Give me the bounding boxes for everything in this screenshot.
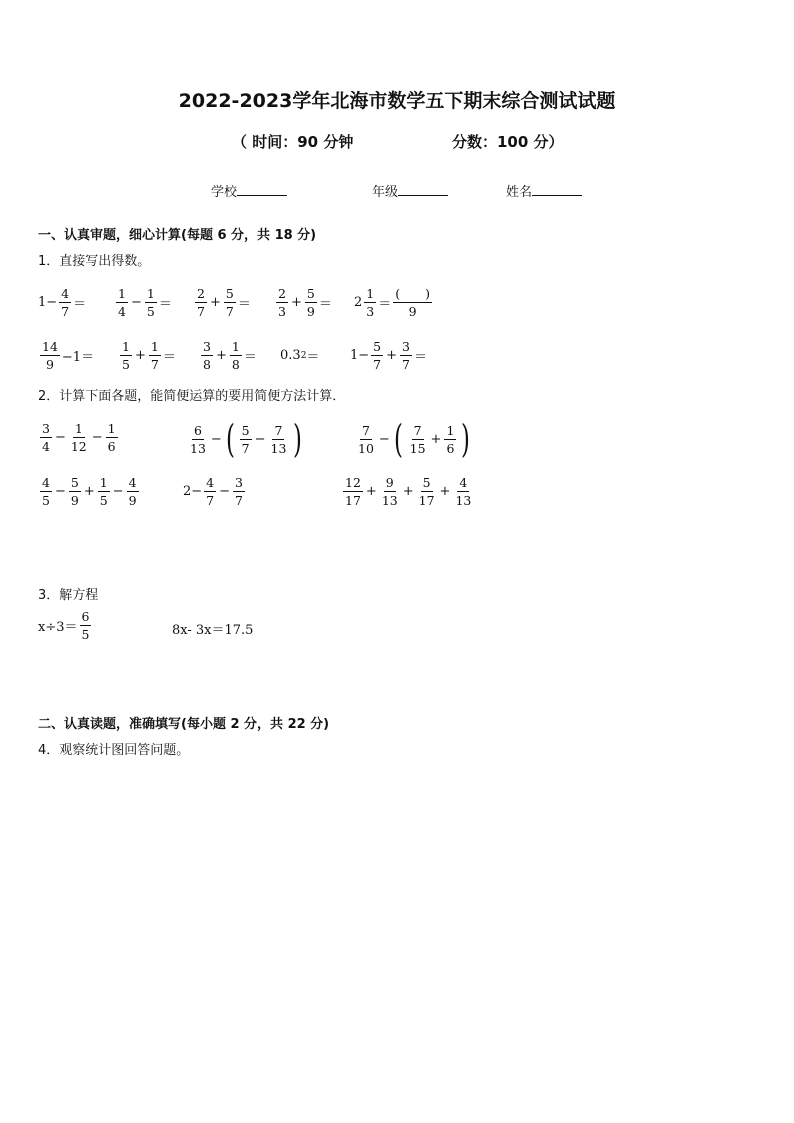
page-title: 2022-2023学年北海市数学五下期末综合测试试题	[178, 90, 616, 112]
operator: −	[112, 484, 124, 499]
numerator: 5	[306, 286, 315, 301]
denominator: 9	[306, 304, 315, 319]
expr-r1-4	[274, 285, 332, 320]
denominator: 17	[345, 493, 361, 508]
denominator: 7	[241, 440, 250, 456]
fraction	[224, 285, 236, 320]
denominator: 15	[409, 440, 426, 456]
fraction	[371, 338, 383, 373]
name-blank	[532, 183, 582, 196]
equals: ＝	[378, 297, 392, 312]
name-field	[506, 181, 582, 200]
power-base: 0.3	[280, 348, 301, 363]
denominator: 8	[203, 357, 211, 372]
question-2: 2．计算下面各题，能简便运算的要用简便方法计算．	[38, 389, 346, 404]
numerator: 4	[42, 475, 50, 490]
school-blank	[237, 183, 287, 196]
numerator: 2	[278, 286, 286, 301]
exam-score: 分数：100 分）	[452, 133, 564, 151]
fraction	[149, 338, 161, 373]
operator: +	[290, 295, 302, 310]
expr-text: ＝	[306, 350, 320, 365]
answer-fraction	[393, 285, 432, 320]
fraction	[98, 474, 110, 509]
denominator: 12	[70, 439, 87, 454]
numerator: 1	[122, 339, 130, 354]
fraction	[204, 474, 216, 509]
expr-text: −1＝	[61, 350, 95, 365]
numerator: 14	[42, 339, 58, 354]
denominator: 5	[99, 493, 108, 508]
expr-r1-3	[193, 285, 251, 320]
denominator: 7	[225, 304, 234, 319]
fraction	[444, 422, 456, 457]
denominator: 5	[42, 493, 50, 508]
expr-r2-4	[350, 338, 427, 373]
operator: −	[254, 431, 266, 447]
fraction	[106, 420, 118, 455]
numerator: 4	[206, 475, 215, 490]
denominator: 7	[402, 357, 410, 372]
fraction	[69, 474, 81, 509]
calc-6	[341, 474, 475, 509]
calc-5	[183, 474, 247, 509]
denominator: 5	[122, 357, 130, 372]
fraction	[40, 420, 52, 455]
operator: +	[439, 484, 451, 499]
denominator: 6	[107, 439, 116, 454]
name-label: 姓名	[506, 185, 533, 200]
numerator: 2	[197, 286, 205, 301]
school-label: 学校	[211, 185, 238, 200]
power-exponent: 2	[300, 350, 307, 361]
calc-1	[38, 420, 120, 455]
numerator: 5	[225, 286, 234, 301]
numerator: 1	[118, 286, 126, 301]
whole-part: 2	[354, 295, 363, 310]
denominator: 4	[118, 304, 126, 319]
numerator: 1	[146, 286, 155, 301]
fraction	[116, 285, 128, 320]
expr-text: ＝	[243, 350, 257, 365]
fraction	[69, 420, 89, 455]
fraction	[400, 338, 412, 373]
expr-text: 2−	[183, 484, 203, 499]
denominator: 7	[197, 304, 205, 319]
equation-2: 8x- 3x＝17.5	[172, 623, 254, 638]
fraction	[380, 474, 400, 509]
fraction	[417, 474, 437, 509]
denominator: 7	[235, 493, 243, 508]
numerator: 12	[345, 475, 361, 490]
numerator: 7	[361, 422, 370, 438]
denominator: 9	[70, 493, 79, 508]
denominator: 13	[190, 440, 206, 456]
operator: −	[378, 431, 390, 447]
calc-3	[354, 417, 473, 461]
fraction	[195, 285, 207, 320]
expr-text: ＝	[318, 297, 332, 312]
denominator: 13	[455, 493, 472, 508]
expr-r1-1	[38, 285, 86, 320]
denominator: 7	[206, 493, 215, 508]
operator: −	[130, 295, 142, 310]
denominator: 7	[61, 304, 70, 319]
expr-r1-2	[114, 285, 172, 320]
section-2-heading: 二、认真读题，准确填写(每小题 2 分，共 22 分)	[38, 717, 330, 732]
operator: +	[215, 348, 227, 363]
denominator: 10	[358, 440, 374, 456]
fraction	[201, 338, 213, 373]
question-4: 4．观察统计图回答问题。	[38, 743, 190, 758]
operator: +	[134, 348, 146, 363]
operator: −	[54, 430, 66, 445]
fraction	[453, 474, 473, 509]
denominator: 8	[231, 357, 240, 372]
denominator: 7	[150, 357, 159, 372]
fraction	[269, 422, 289, 457]
school-field	[211, 181, 287, 200]
numerator: 1	[150, 339, 159, 354]
numerator: 1	[366, 286, 375, 301]
expr-mixed-number	[354, 285, 434, 320]
operator: −	[219, 484, 231, 499]
expr-text: ＝	[158, 297, 172, 312]
numerator: 5	[241, 422, 250, 438]
fraction	[230, 338, 242, 373]
question-1: 1．直接写出得数。	[38, 254, 151, 269]
numerator: 1	[231, 339, 240, 354]
operator: +	[430, 431, 442, 447]
denominator: 9	[128, 493, 137, 508]
fraction	[276, 285, 288, 320]
fraction	[188, 422, 208, 457]
expr-text: ＝	[413, 350, 427, 365]
right-paren: )	[293, 417, 303, 461]
calc-4	[38, 474, 141, 509]
expr-text: 1−	[350, 348, 370, 363]
denominator: 5	[81, 627, 90, 642]
fraction	[145, 285, 157, 320]
operator: +	[386, 348, 398, 363]
exam-time: （ 时间：90 分钟	[232, 133, 354, 151]
fraction	[356, 422, 376, 457]
fraction	[233, 474, 245, 509]
numerator: 3	[203, 339, 211, 354]
numerator: 6	[193, 422, 202, 438]
numerator: 1	[99, 475, 108, 490]
answer-blank: ( )	[395, 286, 431, 301]
left-paren: (	[225, 417, 235, 461]
question-3: 3．解方程	[38, 588, 99, 603]
numerator: 7	[274, 422, 283, 438]
operator: −	[91, 430, 103, 445]
fraction	[40, 338, 60, 373]
numerator: 1	[446, 422, 455, 438]
fraction	[40, 474, 52, 509]
right-paren: )	[461, 417, 471, 461]
expr-text: ＝	[73, 297, 87, 312]
expr-text: ＝	[237, 297, 251, 312]
denominator: 3	[366, 304, 375, 319]
expr-r2-2	[118, 338, 176, 373]
fraction	[59, 285, 71, 320]
operator: +	[209, 295, 221, 310]
section-1-heading: 一、认真审题，细心计算(每题 6 分，共 18 分)	[38, 228, 317, 243]
fraction	[305, 285, 317, 320]
operator: +	[402, 484, 414, 499]
operator: +	[83, 484, 95, 499]
operator: −	[210, 431, 222, 447]
grade-label: 年级	[372, 185, 399, 200]
fraction	[343, 474, 363, 509]
numerator: 3	[235, 475, 243, 490]
numerator: 4	[459, 475, 468, 490]
numerator: 9	[385, 475, 394, 490]
numerator: 3	[42, 421, 50, 436]
fraction	[127, 474, 139, 509]
expr-text: ＝	[162, 350, 176, 365]
numerator: 4	[61, 286, 70, 301]
expr-text: x÷3＝	[38, 620, 78, 635]
grade-blank	[398, 183, 448, 196]
denominator: 4	[42, 439, 50, 454]
left-paren: (	[393, 417, 403, 461]
expr-text: 1−	[38, 295, 58, 310]
numerator: 6	[81, 609, 90, 624]
denominator: 13	[270, 440, 287, 456]
fraction	[364, 285, 376, 320]
numerator: 5	[422, 475, 431, 490]
fraction	[120, 338, 132, 373]
denominator: 7	[373, 357, 382, 372]
equation-1	[38, 608, 93, 643]
denominator: 9	[45, 357, 54, 372]
denominator: 13	[381, 493, 398, 508]
numerator: 1	[107, 421, 116, 436]
fraction	[80, 608, 92, 643]
denominator: 6	[446, 440, 455, 456]
grade-field	[372, 181, 448, 200]
denominator: 5	[146, 304, 155, 319]
expr-r2-3	[199, 338, 257, 373]
numerator: 1	[74, 421, 83, 436]
denominator: 17	[418, 493, 435, 508]
numerator: 3	[402, 339, 410, 354]
operator: +	[365, 484, 377, 499]
numerator: 5	[70, 475, 79, 490]
numerator: 4	[128, 475, 137, 490]
expr-r2-1	[38, 338, 94, 373]
numerator: 5	[373, 339, 382, 354]
expr-power	[280, 346, 319, 365]
calc-2	[186, 417, 305, 461]
numerator: 7	[413, 422, 422, 438]
operator: −	[54, 484, 66, 499]
denominator: 9	[408, 304, 417, 319]
denominator: 3	[278, 304, 286, 319]
fraction	[408, 422, 428, 457]
fraction	[240, 422, 252, 457]
